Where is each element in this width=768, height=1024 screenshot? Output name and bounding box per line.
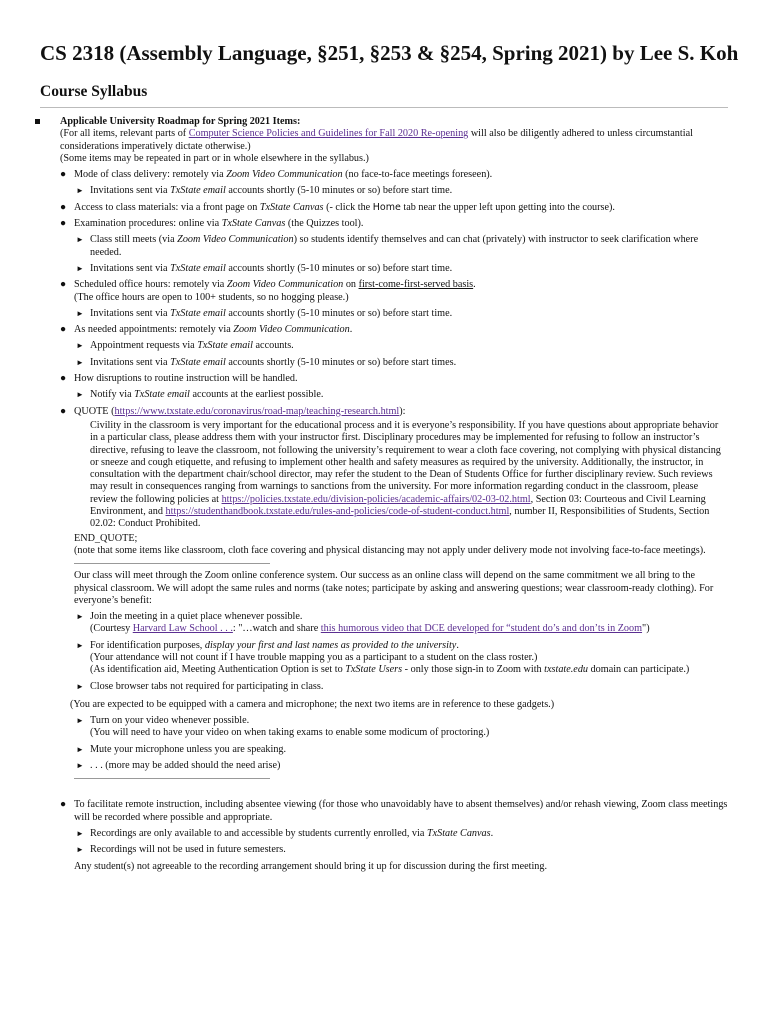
triangle-bullet-icon: ► <box>76 681 84 691</box>
list-item-recording-access: ► Recordings are only available to and accessible by students currently enrolled, via TxState Canvas. <box>76 827 494 839</box>
triangle-bullet-icon: ► <box>76 828 84 838</box>
delivery-note: (note that some items like classroom, cloth face covering and physical distancing may not apply under delivery mode not involving face-to-face meetings). <box>74 544 706 556</box>
page-subtitle: Course Syllabus <box>40 83 148 100</box>
list-item-recording: ● To facilitate remote instruction, including absentee viewing (for those who unavoidably have to absent themselves) and/or rehash viewing, Zoom class meetings will be recorded where possible and appropriate. <box>60 799 728 823</box>
list-item-join: ► Join the meeting in a quiet place whenever possible. (Courtesy Harvard Law School . . .: "…watch and share this humorous video that DCE developed for “student do’s and don’ts in Zoom") <box>76 611 650 635</box>
dot-bullet-icon: ● <box>60 799 67 811</box>
policy-link[interactable]: https://policies.txstate.edu/division-policies/academic-affairs/02-03-02.html <box>221 493 531 505</box>
list-item-notify: ► Notify via TxState email accounts at the earliest possible. <box>76 389 324 401</box>
triangle-bullet-icon: ► <box>76 640 84 650</box>
section-divider <box>74 778 270 779</box>
list-item-disruptions: ● How disruptions to routine instruction will be handled. <box>60 373 298 385</box>
triangle-bullet-icon: ► <box>76 744 84 754</box>
camera-note: (You are expected to be equipped with a camera and microphone; the next two items are in reference to these gadgets.) <box>70 698 555 710</box>
list-item-mute: ► Mute your microphone unless you are speaking. <box>76 743 287 755</box>
triangle-bullet-icon: ► <box>76 235 84 245</box>
list-item-more: ► . . . (more may be added should the need arise) <box>76 760 281 772</box>
square-bullet-icon <box>35 119 40 124</box>
end-quote: END_QUOTE; <box>74 532 138 544</box>
list-item-exams: ● Examination procedures: online via TxState Canvas (the Quizzes tool). <box>60 218 364 230</box>
list-item-invitations: ► Invitations sent via TxState email accounts shortly (5-10 minutes or so) before start times. <box>76 356 457 368</box>
roadmap-intro: (For all items, relevant parts of Computer Science Policies and Guidelines for Fall 2020 Re-opening will also be diligently adhered to unless circumstantial considerations imperatively dictate otherwise.) <box>60 128 693 152</box>
page-title: CS 2318 (Assembly Language, §251, §253 & §254, Spring 2021) by Lee S. Koh <box>40 41 739 65</box>
zoom-intro: Our class will meet through the Zoom online conference system. Our success as an online class will depend on the same commitment we all bring to the physical classroom. We will adopt the same rules and norms (take notes; participate by asking and answering questions; wear classroom-ready clothing). For everyone’s benefit: <box>74 570 714 606</box>
roadmap-heading: Applicable University Roadmap for Spring 2021 Items: <box>60 116 301 127</box>
list-item-delivery: ● Mode of class delivery: remotely via Zoom Video Communication (no face-to-face meetings foreseen). <box>60 169 493 181</box>
list-item-video: ► Turn on your video whenever possible. (You will need to have your video on when taking exams to enable some modicum of proctoring.) <box>76 715 490 739</box>
list-item-invitations: ► Invitations sent via TxState email accounts shortly (5-10 minutes or so) before start time. <box>76 262 453 274</box>
dot-bullet-icon: ● <box>60 405 67 417</box>
roadmap-intro-note: (Some items may be repeated in part or in whole elsewhere in the syllabus.) <box>60 152 369 164</box>
list-item-invitations: ► Invitations sent via TxState email accounts shortly (5-10 minutes or so) before start time. <box>76 185 453 197</box>
list-item-class-meets: ► Class still meets (via Zoom Video Communication) so students identify themselves and can chat (privately) with instructor to seek clarification where needed. <box>76 234 699 258</box>
triangle-bullet-icon: ► <box>76 308 84 318</box>
harvard-law-link[interactable]: Harvard Law School . . . <box>132 623 233 635</box>
section-divider <box>74 563 270 564</box>
triangle-bullet-icon: ► <box>76 357 84 367</box>
dot-bullet-icon: ● <box>60 373 67 385</box>
road-map-link[interactable]: https://www.txstate.edu/coronavirus/road-map/teaching-research.html <box>114 405 400 417</box>
dot-bullet-icon: ● <box>60 218 67 230</box>
list-item-invitations: ► Invitations sent via TxState email accounts shortly (5-10 minutes or so) before start time. <box>76 307 453 319</box>
triangle-bullet-icon: ► <box>76 341 84 351</box>
header-divider <box>40 107 728 108</box>
list-item-access: ● Access to class materials: via a front page on TxState Canvas (- click the Home tab near the upper left upon getting into the course). <box>60 201 615 213</box>
recording-disagree-note: Any student(s) not agreeable to the recording arrangement should bring it up for discussion during the first meeting. <box>74 860 548 872</box>
triangle-bullet-icon: ► <box>76 390 84 400</box>
student-conduct-link[interactable]: https://studenthandbook.txstate.edu/rules-and-policies/code-of-student-conduct.html <box>165 506 510 518</box>
list-item-quote: ● QUOTE (https://www.txstate.edu/coronavirus/road-map/teaching-research.html): <box>60 405 406 417</box>
dot-bullet-icon: ● <box>60 201 67 213</box>
cs-policies-link[interactable]: Computer Science Policies and Guidelines for Fall 2020 Re-opening <box>188 128 469 140</box>
zoom-video-link[interactable]: this humorous video that DCE developed for “student do’s and don’ts in Zoom <box>320 623 643 635</box>
dot-bullet-icon: ● <box>60 324 67 336</box>
list-item-close-tabs: ► Close browser tabs not required for participating in class. <box>76 680 324 692</box>
triangle-bullet-icon: ► <box>76 761 84 771</box>
syllabus-body <box>40 116 728 873</box>
triangle-bullet-icon: ► <box>76 845 84 855</box>
triangle-bullet-icon: ► <box>76 186 84 196</box>
quote-body: Civility in the classroom is very important for the educational process and it is everyone’s responsibility. If you have questions about appropriate behavior in a particular class, please address them with your instructor first. Disciplinary procedures may be implemented for refusing to follow an instructor’s directive, refusing to leave the classroom, not following the university’s requirement to wear a cloth face covering, not complying with physical distancing or sneeze and cough etiquette, and refusing to implement other health and safety measures as required by the university. Additionally, the instructor, in consultation with the department chair/school director, may refer the student to the Dean of Students Office for further disciplinary review. Such reviews may result in consequences ranging from warnings to sanctions from the university. For more information regarding conduct in the classroom, please review the following policies at https://policies.txstate.edu/division-policies/academic-affairs/02-03-02.html, Section 03: Courteous and Civil Learning Environment, and https://studenthandbook.txstate.edu/rules-and-policies/code-of-student-conduct.html, number II, Responsibilities of Students, Section 02.02: Conduct Prohibited. <box>90 419 721 530</box>
dot-bullet-icon: ● <box>60 169 67 181</box>
roadmap-section <box>40 116 728 165</box>
list-item-identification: ► For identification purposes, display your first and last names as provided to the university. (Your attendance will not count if I have trouble mapping you as a participant to a student on the class roster.) (As identification aid, Meeting Authentication Option is set to TxState Users - only those sign-in to Zoom with txstate.edu domain can participate.) <box>76 639 690 676</box>
list-item-appointments: ● As needed appointments: remotely via Zoom Video Communication. <box>60 324 353 336</box>
triangle-bullet-icon: ► <box>76 263 84 273</box>
list-item-office-hours: ● Scheduled office hours: remotely via Zoom Video Communication on first-come-first-served basis. (The office hours are open to 100+ students, so no hogging please.) <box>60 279 476 303</box>
triangle-bullet-icon: ► <box>76 612 84 622</box>
list-item-appointment-requests: ► Appointment requests via TxState email accounts. <box>76 340 294 352</box>
list-item-recording-future: ► Recordings will not be used in future semesters. <box>76 844 286 856</box>
triangle-bullet-icon: ► <box>76 716 84 726</box>
dot-bullet-icon: ● <box>60 279 67 291</box>
